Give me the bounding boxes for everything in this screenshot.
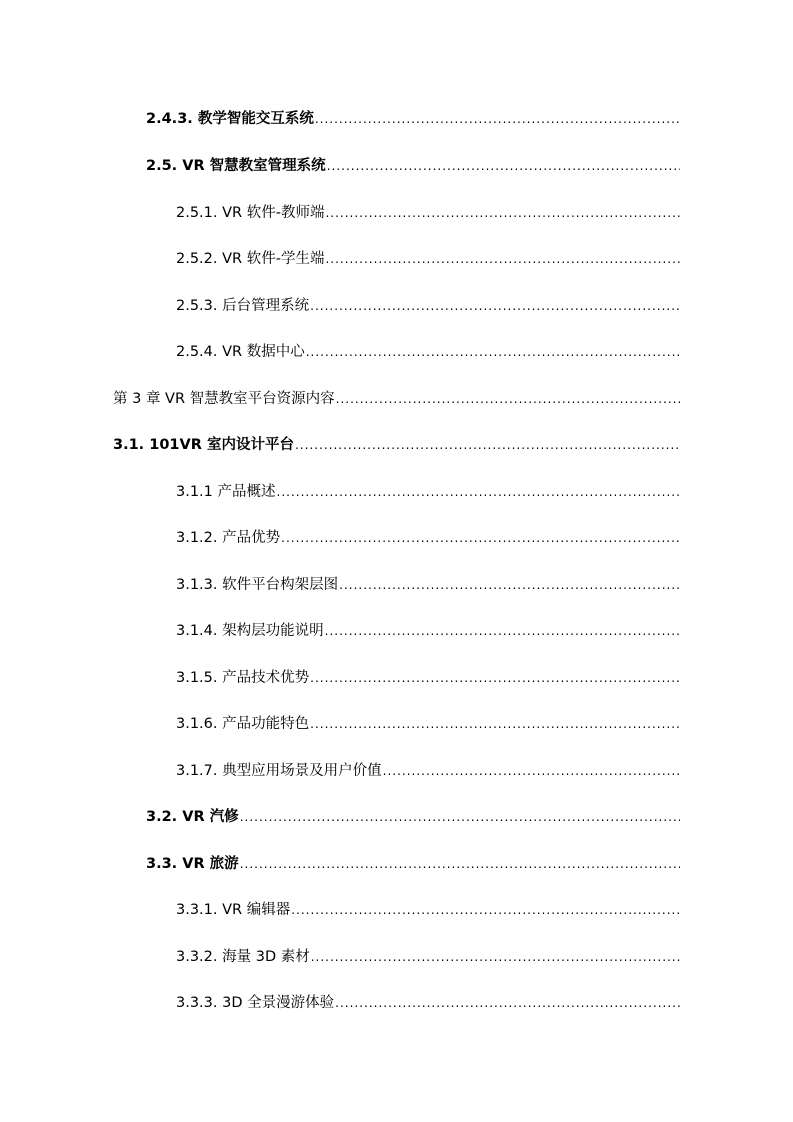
dot-leader	[310, 295, 680, 317]
dot-leader	[327, 155, 680, 177]
toc-entry-label: 3.3.1. VR 编辑器	[176, 902, 291, 918]
dot-leader	[311, 946, 680, 968]
toc-entry-3-3-3[interactable]	[176, 992, 680, 1014]
toc-entry-3-1-5[interactable]	[176, 667, 680, 689]
dot-leader	[306, 341, 680, 363]
toc-entry-label: 3.1.4. 架构层功能说明	[176, 623, 324, 639]
dot-leader	[240, 853, 680, 875]
toc-entry-2-5-1[interactable]	[176, 202, 680, 224]
dot-leader	[295, 434, 680, 456]
toc-entry-2-4-3[interactable]	[146, 108, 680, 130]
toc-entry-2-5-4[interactable]	[176, 341, 680, 363]
toc-entry-label: 2.5.1. VR 软件-教师端	[176, 205, 325, 221]
toc-entry-label: 2.5. VR 智慧教室管理系统	[146, 158, 326, 174]
dot-leader	[339, 574, 680, 596]
dot-leader	[240, 806, 680, 828]
toc-entry-2-5-2[interactable]	[176, 248, 680, 270]
toc-entry-label: 3.2. VR 汽修	[146, 809, 239, 825]
toc-entry-3-1-4[interactable]	[176, 620, 680, 642]
dot-leader	[383, 760, 680, 782]
toc-entry-label: 第 3 章 VR 智慧教室平台资源内容	[113, 391, 335, 407]
toc-entry-label: 2.5.4. VR 数据中心	[176, 344, 305, 360]
dot-leader	[315, 108, 680, 130]
toc-entry-3-1-2[interactable]	[176, 527, 680, 549]
toc-entry-label: 2.5.2. VR 软件-学生端	[176, 251, 325, 267]
dot-leader	[291, 899, 680, 921]
dot-leader	[325, 248, 680, 270]
toc-entry-label: 3.3.2. 海量 3D 素材	[176, 949, 310, 965]
toc-entry-3-1-1[interactable]	[176, 481, 680, 503]
toc-entry-label: 3.1.3. 软件平台构架层图	[176, 577, 339, 593]
toc-entry-label: 2.5.3. 后台管理系统	[176, 298, 310, 314]
toc-entry-3-1[interactable]	[113, 434, 680, 456]
toc-entry-3-1-3[interactable]	[176, 574, 680, 596]
toc-entry-chapter-3[interactable]	[113, 388, 680, 410]
toc-entry-label: 2.4.3. 教学智能交互系统	[146, 111, 314, 127]
toc-entry-2-5-3[interactable]	[176, 295, 680, 317]
dot-leader	[310, 667, 680, 689]
dot-leader	[281, 527, 680, 549]
toc-entry-3-3-1[interactable]	[176, 899, 680, 921]
dot-leader	[335, 992, 680, 1014]
toc-entry-label: 3.1.6. 产品功能特色	[176, 716, 310, 732]
toc-entry-label: 3.1.5. 产品技术优势	[176, 670, 310, 686]
toc-entry-2-5[interactable]	[146, 155, 680, 177]
toc-entry-label: 3.3. VR 旅游	[146, 856, 239, 872]
toc-entry-3-3[interactable]	[146, 853, 680, 875]
toc-entry-3-1-7[interactable]	[176, 760, 680, 782]
toc-entry-label: 3.1.2. 产品优势	[176, 530, 281, 546]
toc-entry-label: 3.3.3. 3D 全景漫游体验	[176, 995, 335, 1011]
toc-entry-label: 3.1.7. 典型应用场景及用户价值	[176, 763, 382, 779]
toc-entry-label: 3.1.1 产品概述	[176, 484, 276, 500]
dot-leader	[310, 713, 680, 735]
dot-leader	[277, 481, 680, 503]
toc-entry-label: 3.1. 101VR 室内设计平台	[113, 437, 294, 453]
dot-leader	[336, 388, 680, 410]
dot-leader	[325, 202, 680, 224]
toc-entry-3-3-2[interactable]	[176, 946, 680, 968]
toc-entry-3-1-6[interactable]	[176, 713, 680, 735]
dot-leader	[325, 620, 680, 642]
toc-entry-3-2[interactable]	[146, 806, 680, 828]
